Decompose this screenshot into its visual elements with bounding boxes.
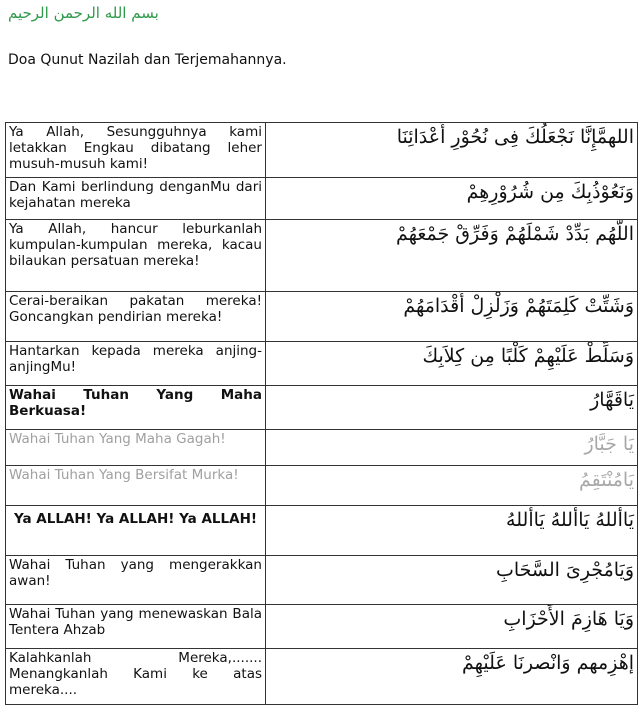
arabic-cell: يَا جَبَّارُ [266,430,638,466]
table-row [6,123,638,178]
translation-cell: Wahai Tuhan Yang Maha Gagah! [6,430,266,466]
doa-table [5,122,638,705]
translation-cell: Cerai-beraikan pakatan mereka! Goncangkan pendirian mereka! [6,292,266,342]
table-row [6,649,638,705]
translation-cell: Wahai Tuhan yang mengerakkan awan! [6,556,266,605]
translation-cell: Dan Kami berlindung denganMu dari kejahatan mereka [6,178,266,220]
translation-cell: Wahai Tuhan yang menewaskan Bala Tentera Ahzab [6,605,266,649]
table-row [6,430,638,466]
table-row [6,220,638,292]
arabic-cell: يَاأللهُ يَاأللهُ يَاأللهُ [266,506,638,556]
table-row [6,605,638,649]
table-row [6,386,638,430]
translation-cell: Ya ALLAH! Ya ALLAH! Ya ALLAH! [6,506,266,556]
arabic-cell: وَيَا هَازِمَ الأَحْزَابِ [266,605,638,649]
table-row [6,556,638,605]
translation-cell: Ya Allah, hancur leburkanlah kumpulan-kumpulan mereka, kacau bilaukan persatuan mereka! [6,220,266,292]
translation-cell: Ya Allah, Sesungguhnya kami letakkan Engkau dibatang leher musuh-musuh kami! [6,123,266,178]
arabic-cell: وَيَامُجْرِىَ السَّحَابِ [266,556,638,605]
arabic-cell: يَامُنْتَقِمُ [266,466,638,506]
translation-cell: Hantarkan kepada mereka anjing-anjingMu! [6,342,266,386]
arabic-cell: اللهمَّإِنَّا نَجْعَلُكَ فِى نُحُوْرِ أَعْدَائِنَا [266,123,638,178]
arabic-cell: إهْزِمهم وَانْصرنَا عَلَيْهِمْ [266,649,638,705]
table-row [6,466,638,506]
arabic-cell: يَاقَهَّارُ [266,386,638,430]
arabic-cell: وَنَعُوْذُبِكَ مِن شُرُوْرِهِمْ [266,178,638,220]
table-row [6,292,638,342]
arabic-cell: وَسَلِّطْ عَلَيْهِمْ كَلْبًا مِن كِلاَبِكَ [266,342,638,386]
arabic-cell: وَشَتِّتْ كَلِمَتَهُمْ وَزَلْزِلْ أَقْدَامَهُمْ [266,292,638,342]
basmala-heading: بسم الله الرحمن الرحيم [8,4,159,22]
translation-cell: Wahai Tuhan Yang Maha Berkuasa! [6,386,266,430]
table-row [6,506,638,556]
translation-cell: Kalahkanlah Mereka,....... Menangkanlah Kami ke atas mereka.... [6,649,266,705]
translation-cell: Wahai Tuhan Yang Bersifat Murka! [6,466,266,506]
table-row [6,342,638,386]
page-title: Doa Qunut Nazilah dan Terjemahannya. [8,52,287,68]
table-row [6,178,638,220]
arabic-cell: اللّهُم بَدِّدْ شَمْلَهُمْ وَفَرِّقْ جَمْعَهُمْ [266,220,638,292]
